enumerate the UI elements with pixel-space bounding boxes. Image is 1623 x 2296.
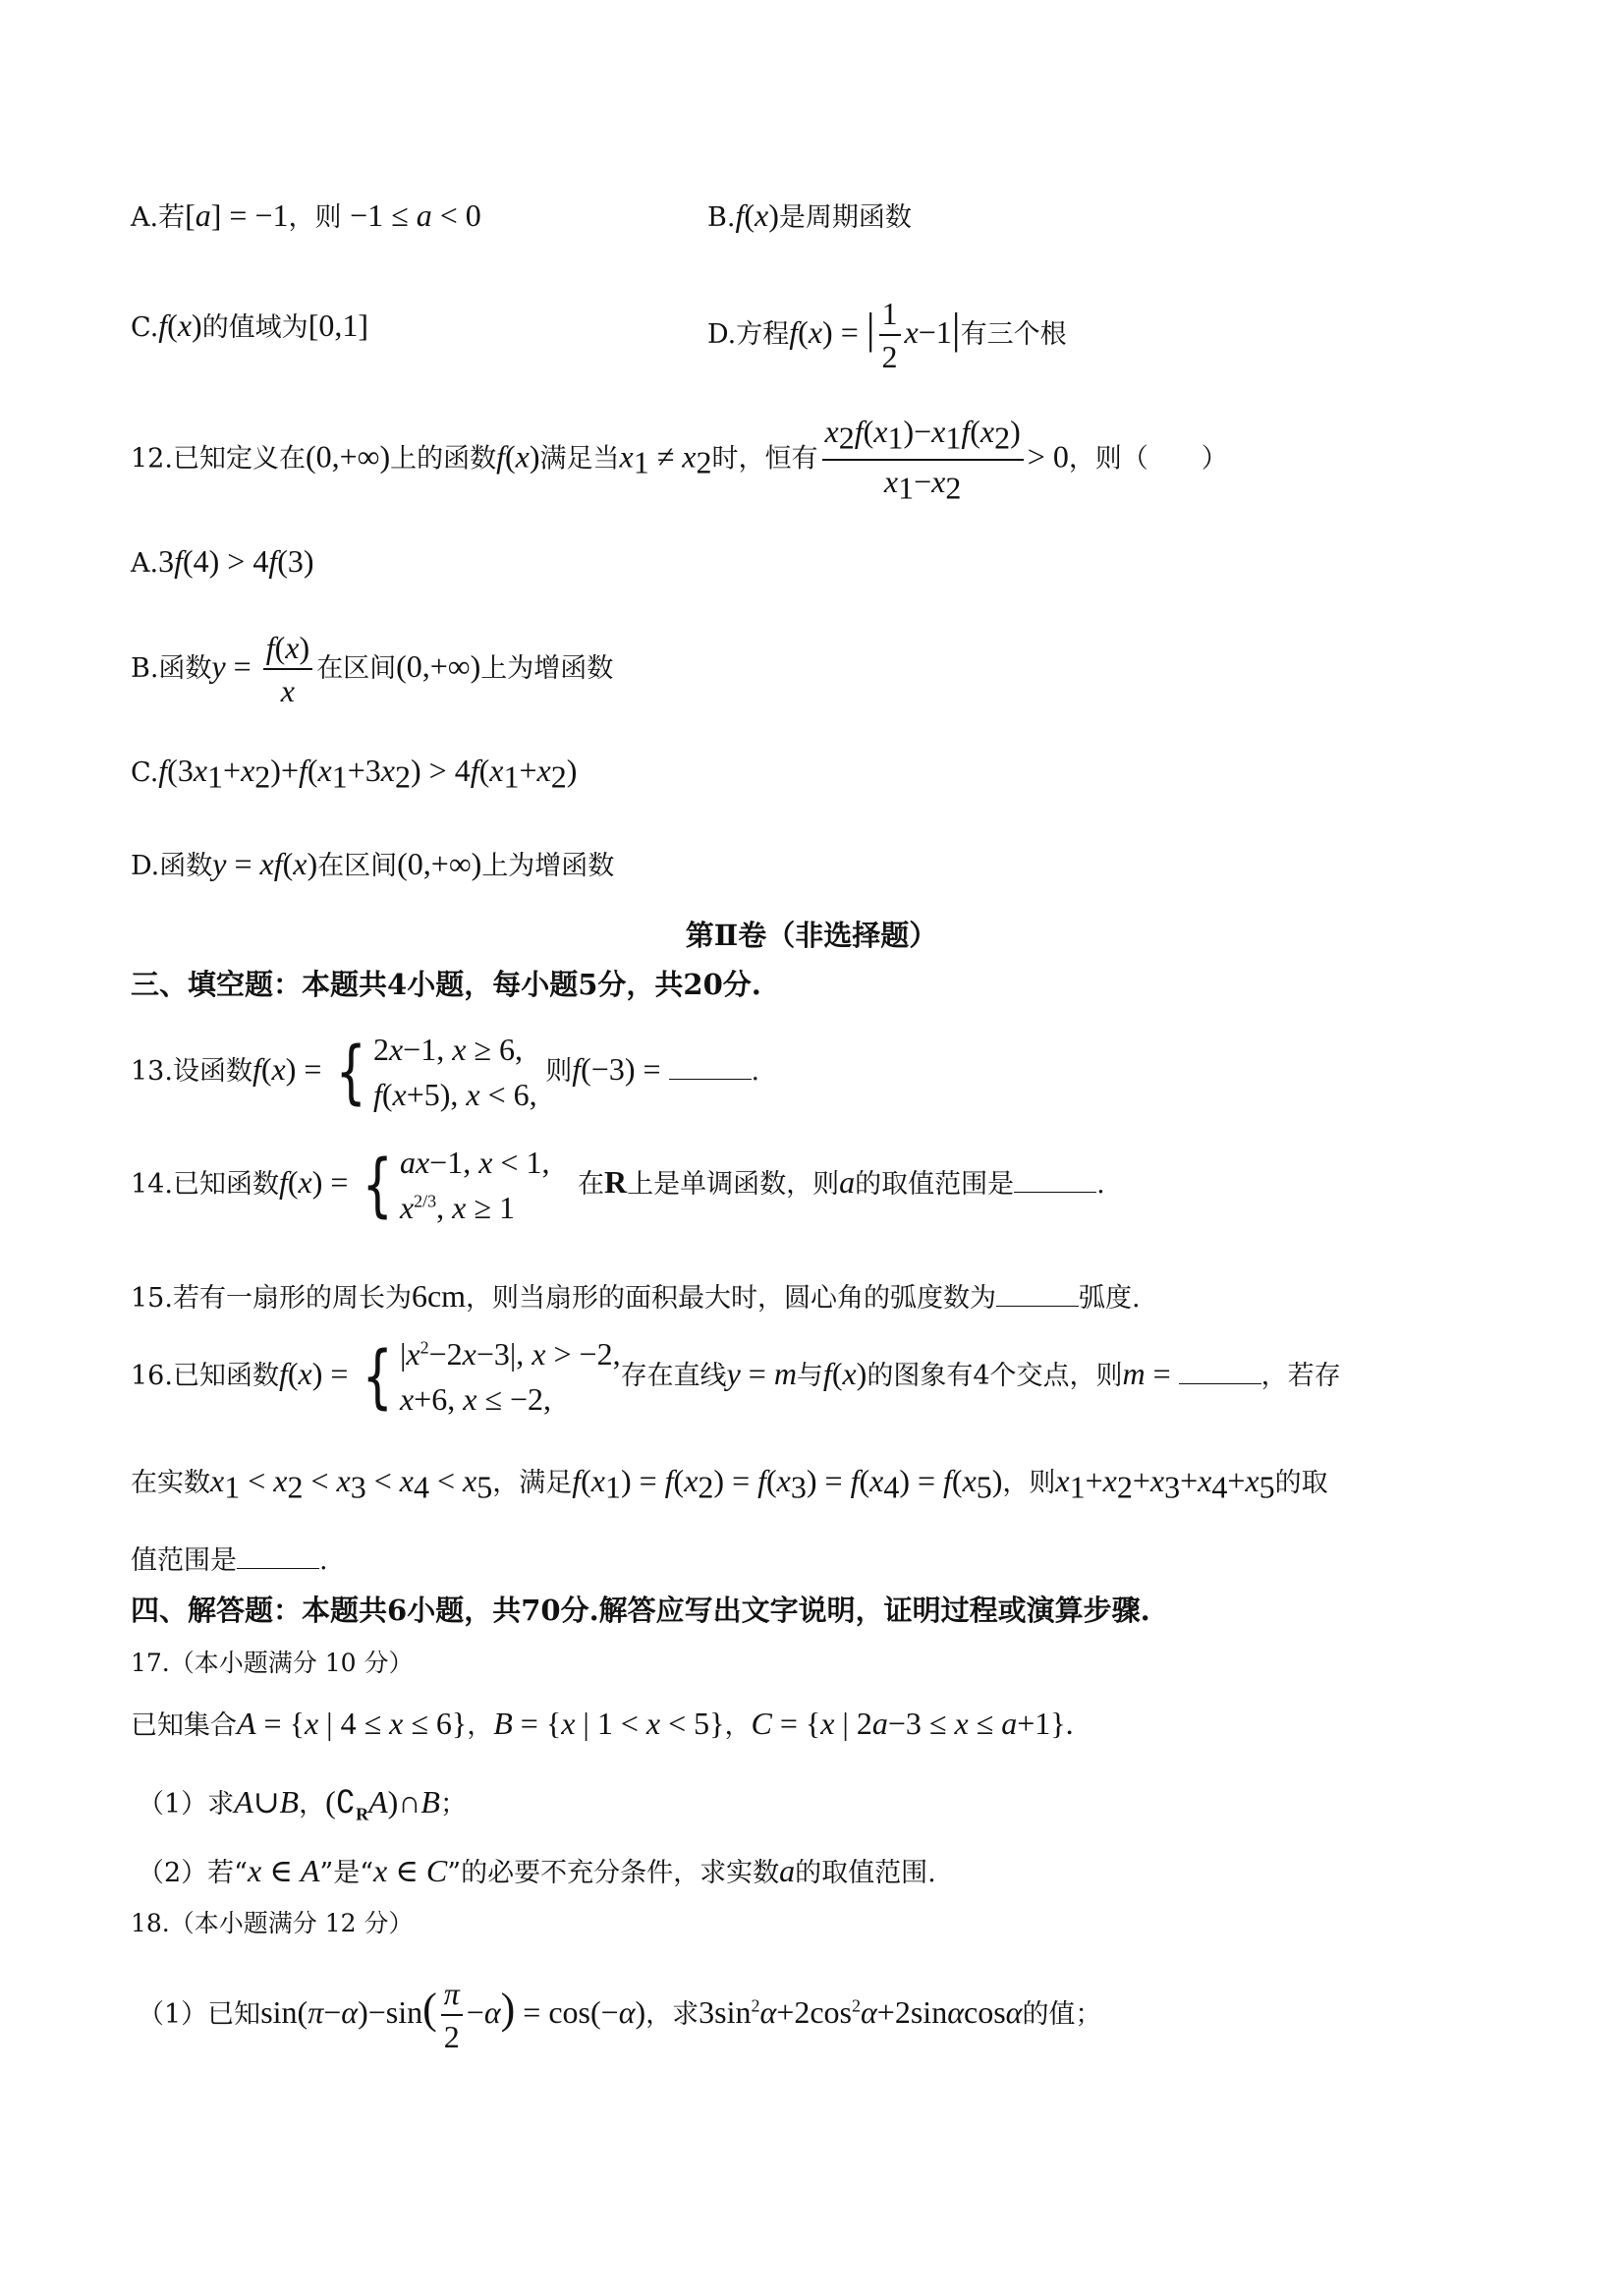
q12-stem-b: 上的函数	[390, 443, 497, 475]
q11-b-label: B.	[707, 202, 736, 233]
q16-mid: 存在直线	[620, 1360, 727, 1391]
part3-c: 分，共	[597, 968, 684, 1001]
q14: 14.已知函数f(x) = { ax−1, x < 1, $x^{2/3}$, x ≥ 1 在R上是单调函数，则a的取值范围是 .	[131, 1145, 1105, 1226]
q12-a-label: A.	[131, 548, 159, 579]
q11-b-text: 是周期函数	[778, 202, 912, 233]
q13-blank[interactable]	[669, 1053, 752, 1080]
q16-mid3: 的图象有	[867, 1360, 974, 1391]
q13: 13.设函数f(x) = { 2x−1, x ≥ 6, f(x+5), x < 6, 则f(−3) = .	[131, 1032, 760, 1113]
q12-d-text: 在区间	[317, 851, 398, 881]
q14-lead: 14.已知函数	[131, 1168, 279, 1200]
q16-line2b: ，满足	[492, 1468, 573, 1498]
q11-c-label: C.	[131, 312, 159, 343]
q16-mid2: 与	[796, 1360, 823, 1391]
part4-n1: 6	[387, 1594, 408, 1627]
q11-d-text: 有三个根	[960, 318, 1067, 350]
q17-p1: （1）求	[138, 1789, 235, 1820]
q12-b-tail: 上为增函数	[480, 652, 614, 684]
q15-c: 弧度.	[1079, 1283, 1141, 1314]
part4-c: 分.解答应写出文字说明，证明过程或演算步骤.	[560, 1594, 1150, 1627]
q12-option-b: B.函数y = $\frac{f(x)}{x}$ 在区间(0,+∞)上为增函数	[131, 630, 614, 709]
q18-part1: （1）已知sin(π−α)−sin( $\frac{\pi}{2}$ −α) = cos(−α)，求$3\sin^2\alpha+2\cos^2\alpha+2\sin\alpha\cos\alpha$的值；	[138, 1976, 1102, 2055]
q11-option-a: A.若[a] = −1，则 −1 ≤ a < 0	[131, 197, 481, 233]
part4-n2: 70	[521, 1594, 561, 1627]
q17-p2d: 的取值范围.	[795, 1858, 936, 1888]
q12-b-label: B.函数	[131, 652, 212, 684]
q16-line1: 16.已知函数f(x) = { $|x^2-2x-3|$, x > −2, x+6, x ≤ −2, 存在直线y = m与f(x)的图象有4个交点，则m = ，若存	[131, 1336, 1341, 1418]
q17-stem: 已知集合A = {x | 4 ≤ x ≤ 6}，B = {x | 1 < x < 5}，C = {x | 2a−3 ≤ x ≤ a+1}.	[131, 1706, 1074, 1741]
q17-p2a: （2）若“	[138, 1858, 248, 1888]
q18-p1a: （1）已知	[138, 1998, 261, 2030]
q12-b-text: 在区间	[316, 652, 397, 684]
q17-sep1: ，	[467, 1710, 494, 1741]
q13-lead: 13.设函数	[131, 1055, 252, 1087]
q16-n: 4	[973, 1360, 990, 1391]
part4-heading	[131, 1594, 1150, 1628]
part4-a: 四、解答题：本题共	[131, 1594, 388, 1627]
q11-c-text: 的值域为	[201, 312, 308, 343]
q14-tail: 上是单调函数，则	[627, 1168, 840, 1200]
q17-sep2: ，	[724, 1710, 752, 1741]
q17-title: 17.（本小题满分 10 分）	[131, 1649, 414, 1677]
part3-heading	[131, 968, 761, 1002]
part3-n3: 20	[683, 968, 723, 1001]
q15	[131, 1277, 1141, 1315]
q14-blank[interactable]	[1014, 1166, 1096, 1193]
q18-p1b: ，求	[645, 1998, 700, 2030]
section-title: 第Ⅱ卷（非选择题）	[685, 919, 938, 952]
q11-d-label: D.方程	[707, 318, 790, 350]
q16-line3: 值范围是 .	[131, 1542, 328, 1577]
q17-p2c: ”的必要不充分条件，求实数	[447, 1858, 780, 1888]
q17-p1b: ；	[439, 1789, 467, 1820]
q12-d-tail: 上为增函数	[481, 851, 615, 881]
q12-option-d: D.函数y = xf(x)在区间(0,+∞)上为增函数	[131, 846, 615, 881]
q16-line3-text: 值范围是	[131, 1545, 237, 1576]
q16-line2c: ，则	[1002, 1468, 1056, 1498]
q12-option-a: A.3f(4) > 4f(3)	[131, 543, 314, 579]
q14-then: 在	[578, 1168, 605, 1200]
q18-title: 18.（本小题满分 12 分）	[131, 1909, 414, 1937]
q12-d-label: D.函数	[131, 851, 213, 881]
q11-option-b: B.f(x)是周期函数	[707, 197, 912, 233]
part3-n1: 4	[387, 968, 408, 1001]
q13-then: 则	[545, 1055, 573, 1087]
q15-value: 6cm	[411, 1278, 467, 1314]
q17-p2b: ”是“	[319, 1858, 374, 1888]
part4-b: 小题，共	[407, 1594, 522, 1627]
q12-stem-e: ，则（ ）	[1068, 443, 1228, 475]
q12-option-c: $C.f(3x_1+x_2)+f(x_1+3x_2) > 4f(x_1+x_2)$	[131, 753, 578, 795]
q15-b: ，则当扇形的面积最大时，圆心角的弧度数为	[466, 1283, 997, 1314]
q12-stem-d: 时，恒有	[711, 443, 818, 475]
q16-blank2[interactable]	[237, 1542, 319, 1569]
part3-b: 小题，每小题	[407, 968, 579, 1001]
part3-a: 三、填空题：本题共	[131, 968, 388, 1001]
q15-a: 15.若有一扇形的周长为	[131, 1283, 412, 1314]
q17-stem-text: 已知集合	[131, 1710, 237, 1741]
q16-lead: 16.已知函数	[131, 1360, 279, 1391]
q12-stem: 12.已知定义在(0,+∞)上的函数f(x)满足当$x_1 \ne x_2$时，恒有 $\frac{x_2f(x_1)-x_1f(x_2)}{x_1-x_2}$ > 0，则（ ）	[131, 414, 1228, 506]
q16-line2d: 的取	[1274, 1468, 1328, 1498]
q12-stem-c: 满足当	[539, 443, 620, 475]
q17-part2: （2）若“x ∈ A”是“x ∈ C”的必要不充分条件，求实数a的取值范围.	[138, 1853, 936, 1888]
q15-blank[interactable]	[996, 1280, 1079, 1307]
q16-mid4: 个交点，则	[989, 1360, 1123, 1391]
q11-option-c: C.f(x)的值域为[0,1]	[131, 308, 368, 343]
q14-r: R	[604, 1163, 628, 1200]
q16-line2a: 在实数	[131, 1468, 210, 1498]
q12-stem-a: 12.已知定义在	[131, 443, 306, 475]
part3-d: 分.	[722, 968, 761, 1001]
q11-a-label: A.若	[131, 202, 186, 233]
q16-mid5: ，若存	[1260, 1360, 1341, 1391]
q12-c-label: C.	[131, 757, 159, 788]
q14-tail2: 的取值范围是	[855, 1168, 1015, 1200]
q11-option-d: D.方程f(x) = | $\frac{1}{2}$ x−1|有三个根	[707, 296, 1067, 375]
q18-p1c: 的值；	[1022, 1998, 1102, 2030]
q17-part1: （1）求A∪B，$(∁_RA)\cap B$；	[138, 1784, 467, 1824]
q16-line2: 在实数$x_1 < x_2 < x_3 < x_4 < x_5$，满足$f(x_1) = f(x_2) = f(x_3) = f(x_4) = f(x_5)$，则$x_1+x_2+x_3+x_4+x_5$的取	[131, 1463, 1328, 1505]
part3-n2: 5	[578, 968, 598, 1001]
q16-blank1[interactable]	[1179, 1358, 1261, 1384]
